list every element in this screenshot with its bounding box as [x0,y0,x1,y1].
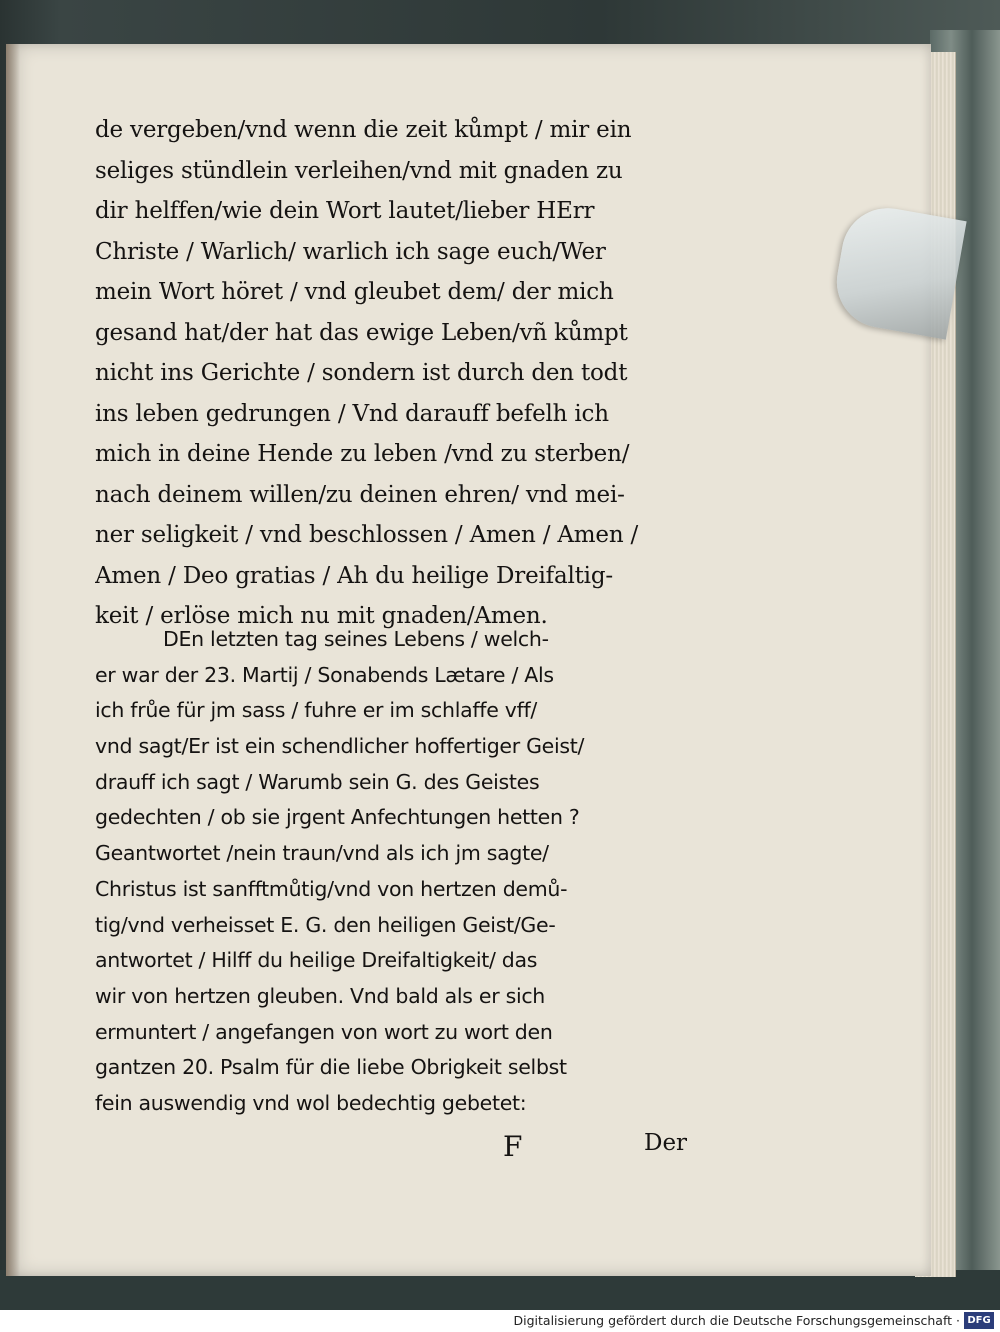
text-line: nicht ins Gerichte / sondern ist durch den todt [95,360,628,386]
text-line: gesand hat/der hat das ewige Leben/vñ kůmpt [95,319,628,346]
signature-mark: F [503,1130,523,1163]
text-line: vnd sagt/Er ist ein schendlicher hoffertiger Geist/ [95,734,585,759]
text-line: mein Wort höret / vnd gleubet dem/ der mich [95,279,614,305]
text-line: ner seligkeit / vnd beschlossen / Amen / Amen / [95,522,639,548]
text-line: fein auswendig vnd wol bedechtig gebetet: [95,1090,527,1115]
book-cover-bottom [0,1270,1000,1310]
text-line: mich in deine Hende zu leben /vnd zu sterben/ [95,441,630,467]
funding-notice: Digitalisierung gefördert durch die Deutsche Forschungsgemeinschaft · [513,1313,960,1328]
text-line: Amen / Deo gratias / Ah du heilige Dreifaltig- [95,562,613,589]
text-line: de vergeben/vnd wenn die zeit kůmpt / mir ein [95,117,632,143]
text-line: seliges stündlein verleihen/vnd mit gnaden zu [95,157,623,184]
text-line: nach deinem willen/zu deinen ehren/ vnd mei- [95,481,625,508]
text-line: wir von hertzen gleuben. Vnd bald als er sich [95,983,546,1008]
text-line: gantzen 20. Psalm für die liebe Obrigkeit selbst [95,1055,567,1080]
text-line: ich frůe für jm sass / fuhre er im schlaffe vff/ [95,698,538,723]
gutter-shadow [6,44,20,1276]
text-line: dir helffen/wie dein Wort lautet/lieber HErr [95,198,595,224]
text-line: Christus ist sanfftmůtig/vnd von hertzen demů- [95,876,568,901]
text-line: drauff ich sagt / Warumb sein G. des Geistes [95,769,540,794]
book-page [6,44,931,1276]
catchword: Der [644,1130,688,1156]
text-line: Christe / Warlich/ warlich ich sage euch/Wer [95,238,606,265]
paragraph-prayer [95,110,720,637]
text-line: gedechten / ob sie jrgent Anfechtungen hetten ? [95,805,580,830]
text-line: ins leben gedrungen / Vnd darauff befelh ich [95,400,609,427]
paragraph-last-day [95,622,720,1122]
text-line: keit / erlöse mich nu mit gnaden/Amen. [95,603,548,629]
text-line: er war der 23. Martij / Sonabends Lætare / Als [95,662,554,687]
dfg-logo-icon: DFG [964,1312,994,1329]
text-line: antwortet / Hilff du heilige Dreifaltigkeit/ das [95,948,538,973]
text-line: Geantwortet /nein traun/vnd als ich jm sagte/ [95,841,549,866]
text-line: DEn letzten tag seines Lebens / welch- [163,627,549,651]
text-line: tig/vnd verheisset E. G. den heiligen Geist/Ge- [95,912,556,937]
text-line: ermuntert / angefangen von wort zu wort den [95,1019,553,1044]
